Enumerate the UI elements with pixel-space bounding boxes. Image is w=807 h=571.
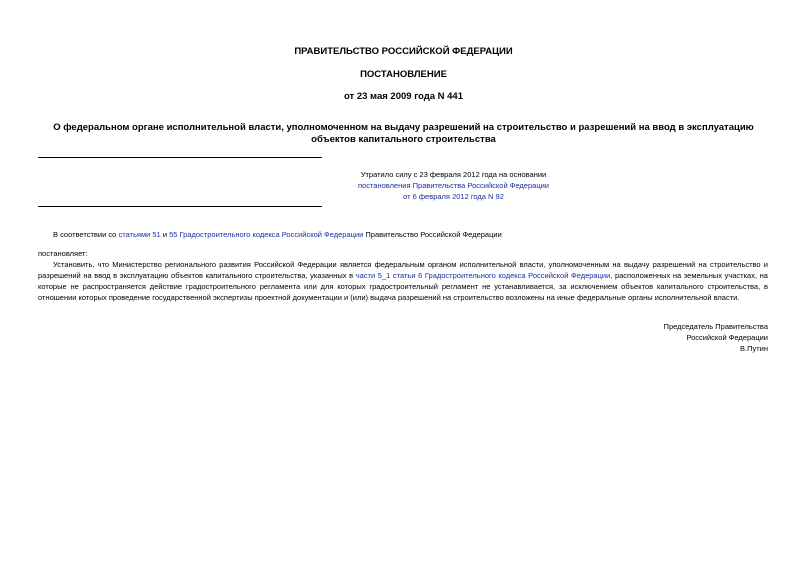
preamble-suffix: Правительство Российской Федерации xyxy=(363,230,502,239)
preamble xyxy=(53,229,767,240)
document-title: О федеральном органе исполнительной власти, уполномоченном на выдачу разрешений на строительство и разрешений на ввод в эксплуатацию объектов капитального строительства xyxy=(53,122,754,145)
document-date-number: от 23 мая 2009 года N 441 xyxy=(343,91,464,102)
repeal-decree-date-link[interactable]: от 6 февраля 2012 года N 92 xyxy=(403,192,504,201)
top-divider xyxy=(38,157,322,158)
decree-word: постановляет: xyxy=(38,249,88,258)
article-55-code-link[interactable]: 55 Градостроительного кодекса Российской Федерации xyxy=(169,230,364,239)
government-heading: ПРАВИТЕЛЬСТВО РОССИЙСКОЙ ФЕДЕРАЦИИ xyxy=(294,46,513,57)
part-5-1-article-6-link[interactable]: части 5_1 статьи 6 Градостроительного кодекса Российской Федерации xyxy=(355,271,611,280)
preamble-prefix: В соответствии со xyxy=(53,230,119,239)
signature-name: В.Путин xyxy=(740,344,768,353)
signature-block xyxy=(560,321,768,354)
decree-body-part2: , расположенных на земельных участках, на которые не распространяется действие градостроительного регламента или для которых градостроительный регламент не устанавливается, за исключением объектов капитального строительства, в отношении которых проведение государственной экспертизы проектной документации и (или) выдача разрешений на строительство возложены на иные федеральные органы исполнительной власти. xyxy=(38,271,768,302)
articles-51-link[interactable]: статьями 51 xyxy=(118,230,161,239)
signature-organization: Российской Федерации xyxy=(686,333,768,342)
repeal-decree-link[interactable]: постановления Правительства Российской Федерации xyxy=(357,181,549,190)
document-type: ПОСТАНОВЛЕНИЕ xyxy=(360,69,447,80)
decree-body-part1: Установить, что Министерство регионального развития Российской Федерации является федеральным органом исполнительной власти, уполномоченным на выдачу разрешений на строительство и разрешений на ввод в эксплуатацию объектов капитального строительства, указанных в xyxy=(38,260,768,280)
decree-body xyxy=(38,259,768,303)
signature-position: Председатель Правительства xyxy=(663,322,768,331)
preamble-and: и xyxy=(160,230,170,239)
bottom-divider xyxy=(38,206,322,207)
expired-note xyxy=(250,169,657,202)
expired-note-text: Утратило силу с 23 февраля 2012 года на основании xyxy=(360,170,547,179)
